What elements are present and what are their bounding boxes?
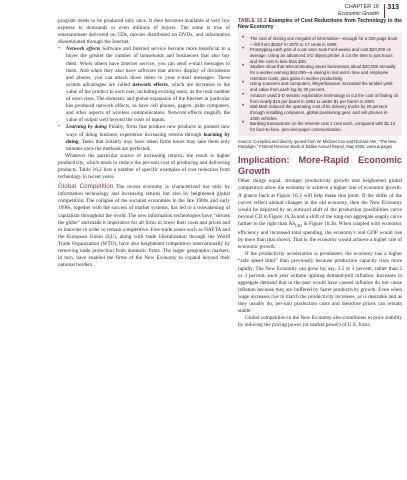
list-item — [242, 36, 398, 47]
bullet-text: Finally, firms that produce new products or pioneer new ways of doing business experience increasing returns through — [66, 124, 230, 138]
right-column — [238, 18, 402, 329]
table-source: Source: Compiled and directly quoted from W. Michael Cox and Richard Alm, “The New Paradigm,” Federal Reserve Bank of Dallas Annual Report, May 2000, various pages. — [238, 138, 397, 150]
chapter-label: CHAPTER 16 — [345, 4, 379, 10]
list-item — [242, 104, 398, 121]
page-number: 313 — [387, 4, 399, 11]
paragraph-text: The recent economy is characterized not only by information technology and increasing returns but also by heightened global competition. The collapse of the socialist economies in the late 1980s and early 1990s, together with the success of market systems, has led to a reawakening of capitalism throughout the world. The new information technologies have “shrunk the globe” and made it imperative for all firms to lower their costs and prices and to innovate in order to remain competitive. Free-trade zones such as NAFTA and the European Union (EU), along with trade liberalization through the World Trade Organization (WTO), have also heightened competition internationally by removing trade protection from domestic firms. The larger geographic markets, in turn, have enabled the firms of the New Economy to expand beyond their national borders. — [58, 184, 230, 269]
bullet-list — [58, 46, 230, 152]
list-item — [242, 47, 398, 64]
paragraph — [238, 178, 402, 251]
list-item — [242, 64, 398, 81]
term: network effects — [132, 81, 168, 88]
bullet-icon: • — [242, 120, 245, 127]
paragraph-text: Other things equal, stronger productivity growth and heightened global competition allow the economy to achieve a higher rate of economic growth. A glance back at Figure 16.3 will help make this point. If the shifts of the curves reflect annual changes in the old economy, then the New Economy would be depicted by an outward shift of the production possibilities curve beyond CD in Figure 16.3a and a shift of the long-run aggregate supply curve farther to the right than AS — [238, 178, 402, 227]
global-competition-paragraph — [58, 183, 230, 269]
paragraph: Global competition in the New Economy also contributes to price stability by reducing the pricing power (or market power) of U.S. firms. — [238, 315, 402, 329]
bullet-text: Software and Internet service become more beneficial to a buyer the greater the number of households and businesses that also buy them. When others have Internet service, you can send e-mail messages to them. And when they also have software that allows display of documents and photos, you can attach those items to your e-mail messages. These system advantages are called — [66, 46, 230, 88]
table-label: TABLE 16.2 — [238, 18, 267, 24]
paragraph: Whatever the particular source of increasing returns, the result is higher productivity, which tends to reduce the per-unit cost of producing and delivering products. Table 16.2 lists a number of specific examples of cost reduction from technology in recent years. — [58, 152, 230, 181]
left-column — [58, 18, 230, 269]
chapter-topic: Economic Growth — [338, 10, 379, 17]
bullet-network-effects — [58, 46, 230, 124]
list-item — [242, 81, 398, 92]
bullet-icon: • — [242, 91, 245, 98]
list-item-text: Studies show that telecommuting saves businesses about $20,000 annually for a worker earning $44,000—a saving in lost worm time and employee retention costs, plus gains in worker productivity. — [250, 64, 396, 81]
bullet-icon: • — [58, 46, 61, 53]
term: Network effects — [66, 46, 101, 53]
term: Learning by doing — [66, 124, 107, 131]
list-item-text: Prototyping each part of a car once took Ford weeks and cost $20,000 on average. Using an advanced 3-D object printer, it cut the time to just hours and the cost to less than $20. — [250, 47, 393, 64]
bullet-icon: • — [58, 124, 61, 131]
section-heading-implication: Implication: More-Rapid Economic Growth — [238, 155, 402, 176]
table-16-2 — [238, 18, 402, 149]
list-item — [242, 93, 398, 104]
section-heading: Global Competition — [58, 183, 114, 191]
paragraph: program needs to be produced only once. It then becomes available at very low expense to thousands or even millions of buyers. The same is true of entertainment delivered on CDs, movies distributed on DVDs, and information disseminated through the Internet. — [58, 18, 230, 46]
table-list — [242, 36, 398, 133]
header-rule — [384, 4, 385, 18]
term: learning by doing — [66, 131, 230, 145]
bullet-icon: • — [242, 46, 245, 53]
list-item-text: The cost of storing one megabit of information—enough for a 320-page book—fell from $5257 in 1975 to 17 cents in 1999. — [250, 35, 398, 47]
bullet-text: , which are increases in the value of the product to each user, including existing users, as the total number of users rises. The domestic and global expansion of the Internet in particular has produced network effects, as have cell phones, pagers, palm computers, and other aspects of wireless communication. Network effects magnify the value of output well beyond the costs of inputs. — [66, 81, 230, 124]
paragraph-text: in Figure 16.3b. When coupled with economic efficiency and increased total spending, the economy's real GDP would rise by more than that shown. That is, the economy would achieve a higher rate of economic growth. — [238, 220, 402, 251]
list-item-text: Banking transactions on the Internet cost 1 cent each, compared with $1.14 for face-to-face, pen-and-paper communication. — [250, 121, 396, 133]
list-item-text: Wal-Mart reduced the operating cost of its delivery trucks by 20 percent through installing computers, global positioning gear, and cell phones in 4300 vehicles. — [250, 104, 388, 121]
running-head — [338, 4, 399, 17]
table-title — [238, 18, 402, 31]
bullet-icon: • — [242, 34, 245, 41]
bullet-text: . Tasks that initially may have taken firms hours may take them only minutes once the methods are perfected. — [66, 138, 230, 152]
list-item-text: Using scanners and computers, Weyerhaeuser increased the lumber yield and value from each log by 30 percent. — [250, 81, 393, 93]
paragraph: If the productivity acceleration is permanent, the economy has a higher “safe speed limit” than previously because production capacity rises more rapidly. The New Economy can grow by, say, 3.5 or 4 percent, rather than 2 or 3 percent, each year without igniting demand-pull inflation. Increases in aggregate demand that in the past would have caused inflation do not cause inflation because they are buffered by faster productivity growth. Even when wage increases rise to match the productivity increases, as is desirable and as they usually do, per-unit production costs and therefore prices can remain stable. — [238, 251, 402, 315]
bullet-icon: • — [242, 103, 245, 110]
table-body — [238, 33, 402, 136]
list-item — [242, 121, 398, 132]
bullet-icon: • — [242, 80, 245, 87]
bullet-learning-by-doing — [58, 124, 230, 152]
list-item-text: Amazon used 3-D seismic exploration technology to cut the cost of finding oil from nearly $10 per barrel in 1991 to under $1 per barrel in 2000. — [250, 92, 398, 104]
bullet-icon: • — [242, 63, 245, 70]
table-caption: Examples of Cost Reductions from Technology in the New Economy — [238, 18, 402, 31]
subscript: LR2 — [295, 223, 302, 228]
